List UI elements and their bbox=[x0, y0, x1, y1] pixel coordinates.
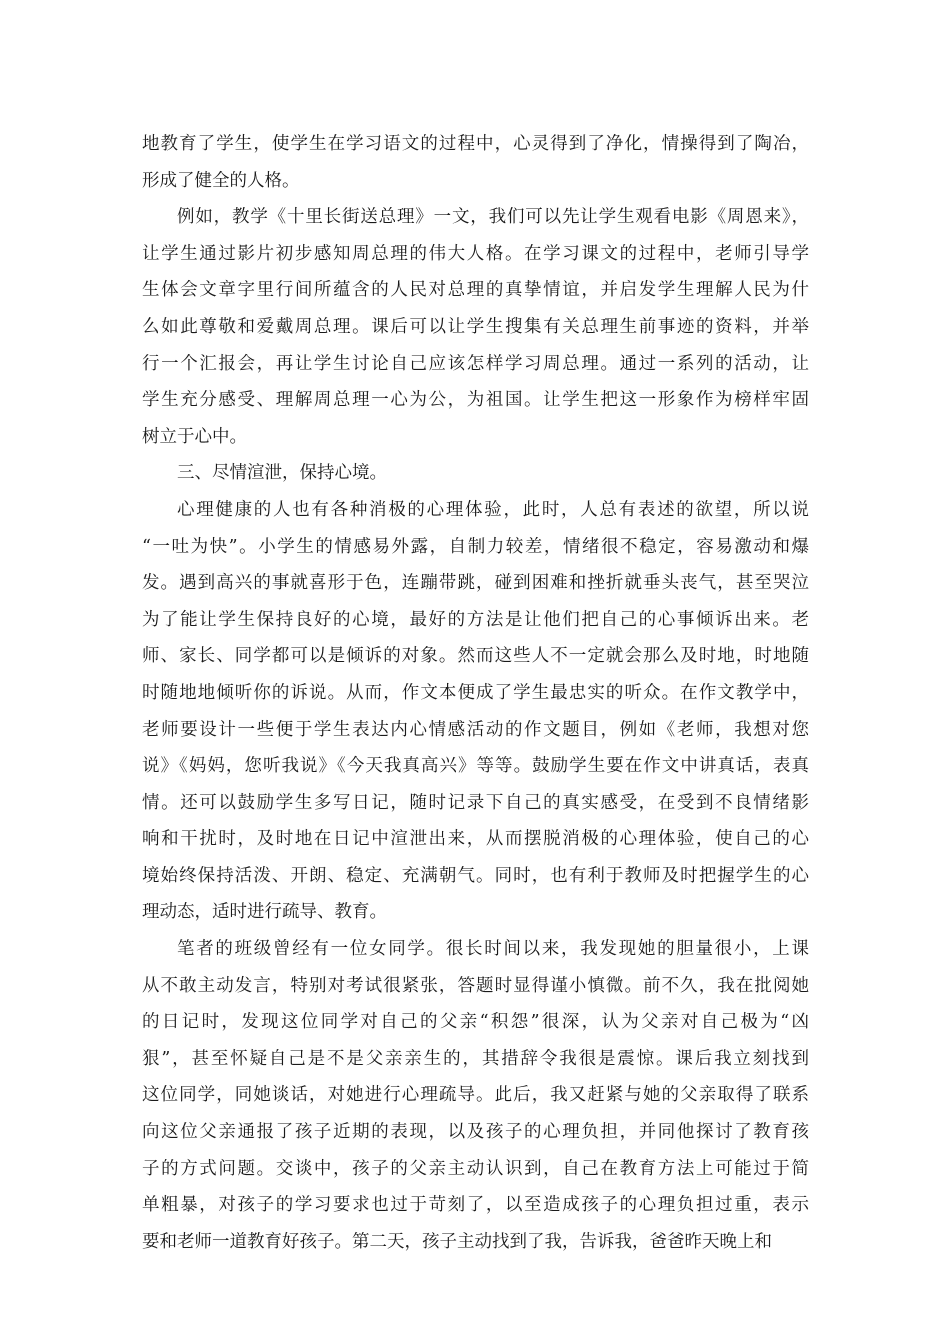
paragraph bbox=[142, 455, 809, 492]
text-line: 三、尽情渲泄，保持心境。 bbox=[177, 463, 387, 484]
text-line: 心理健康的人也有各种消极的心理体验，此时，人总有表述的欲望，所以说 bbox=[177, 499, 809, 520]
text-line: 么如此尊敬和爱戴周总理。课后可以让学生搜集有关总理生前事迹的资料，并举 bbox=[142, 316, 809, 337]
text-line: 单粗暴，对孩子的学习要求也过于苛刻了，以至造成孩子的心理负担过重，表示 bbox=[142, 1195, 809, 1216]
text-line: 狠”，甚至怀疑自己是不是父亲亲生的，其措辞令我很是震惊。课后我立刻找到 bbox=[142, 1048, 809, 1069]
text-line: 形成了健全的人格。 bbox=[142, 170, 300, 191]
text-line: 地教育了学生，使学生在学习语文的过程中，心灵得到了净化，情操得到了陶冶， bbox=[142, 134, 809, 154]
text-line: “一吐为快”。小学生的情感易外露，自制力较差，情绪很不稳定，容易激动和爆 bbox=[142, 536, 809, 557]
paragraph bbox=[142, 126, 809, 199]
paragraph bbox=[142, 199, 809, 455]
text-line: 时随地地倾听你的诉说。从而，作文本便成了学生最忠实的听众。在作文教学中， bbox=[142, 682, 809, 703]
text-line: 行一个汇报会，再让学生讨论自己应该怎样学习周总理。通过一系列的活动，让 bbox=[142, 353, 809, 374]
text-line: 这位同学，同她谈话，对她进行心理疏导。此后，我又赶紧与她的父亲取得了联系 bbox=[142, 1085, 809, 1106]
text-line: 学生充分感受、理解周总理一心为公，为祖国。让学生把这一形象作为榜样牢固 bbox=[142, 390, 809, 411]
text-line: 为了能让学生保持良好的心境，最好的方法是让他们把自己的心事倾诉出来。老 bbox=[142, 609, 809, 630]
text-line: 例如，教学《十里长街送总理》一文，我们可以先让学生观看电影《周恩来》， bbox=[177, 207, 809, 228]
text-line: 从不敢主动发言，特别对考试很紧张，答题时显得谨小慎微。前不久，我在批阅她 bbox=[142, 975, 809, 996]
text-line: 笔者的班级曾经有一位女同学。很长时间以来，我发现她的胆量很小，上课 bbox=[177, 939, 809, 960]
text-line: 理动态，适时进行疏导、教育。 bbox=[142, 902, 387, 923]
text-line: 树立于心中。 bbox=[142, 426, 247, 447]
text-line: 生体会文章字里行间所蕴含的人民对总理的真挚情谊，并启发学生理解人民为什 bbox=[142, 280, 809, 301]
paragraph bbox=[142, 931, 809, 1260]
text-line: 向这位父亲通报了孩子近期的表现，以及孩子的心理负担，并同他探讨了教育孩 bbox=[142, 1122, 809, 1143]
text-line: 响和干扰时，及时地在日记中渲泄出来，从而摆脱消极的心理体验，使自己的心 bbox=[142, 829, 809, 850]
text-line: 发。遇到高兴的事就喜形于色，连蹦带跳，碰到困难和挫折就垂头丧气，甚至哭泣 bbox=[142, 573, 809, 594]
text-line: 要和老师一道教育好孩子。第二天，孩子主动找到了我，告诉我，爸爸昨天晚上和 bbox=[142, 1231, 772, 1252]
text-line: 境始终保持活泼、开朗、稳定、充满朝气。同时，也有利于教师及时把握学生的心 bbox=[142, 865, 809, 886]
paragraph bbox=[142, 492, 809, 931]
document-page bbox=[142, 126, 809, 1260]
text-line: 子的方式问题。交谈中，孩子的父亲主动认识到，自己在教育方法上可能过于简 bbox=[142, 1158, 809, 1179]
text-line: 说》《妈妈，您听我说》《今天我真高兴》等等。鼓励学生要在作文中讲真话，表真 bbox=[142, 756, 809, 777]
text-line: 老师要设计一些便于学生表达内心情感活动的作文题目，例如《老师，我想对您 bbox=[142, 719, 809, 740]
text-line: 让学生通过影片初步感知周总理的伟大人格。在学习课文的过程中，老师引导学 bbox=[142, 243, 809, 264]
text-line: 师、家长、同学都可以是倾诉的对象。然而这些人不一定就会那么及时地，时地随 bbox=[142, 646, 809, 667]
text-line: 的日记时，发现这位同学对自己的父亲“积怨”很深，认为父亲对自己极为“凶 bbox=[142, 1012, 809, 1033]
text-line: 情。还可以鼓励学生多写日记，随时记录下自己的真实感受，在受到不良情绪影 bbox=[142, 792, 809, 813]
